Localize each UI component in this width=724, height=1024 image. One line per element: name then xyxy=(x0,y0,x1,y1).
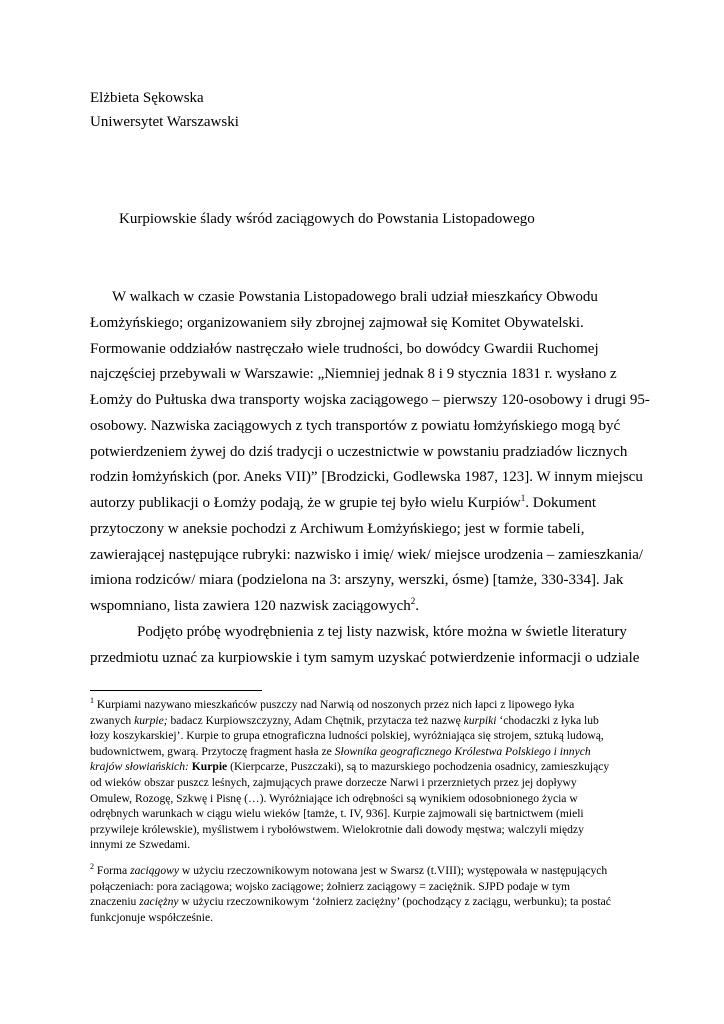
footnote-line xyxy=(90,744,650,760)
body-line: Łomżyńskiego; organizowaniem siły zbrojnej zajmował się Komitet Obywatelski. xyxy=(90,314,584,331)
author-name: Elżbieta Sękowska xyxy=(90,90,204,106)
footnote-line xyxy=(90,759,650,775)
body-text-run: autorzy publikacji o Łomży podają, że w grupie tej było wielu Kurpiów xyxy=(90,495,521,511)
body-line xyxy=(90,594,650,620)
body-line: potwierdzeniem żywej do dziś tradycji o uczestnictwie w powstaniu pradziadów licznych xyxy=(90,443,628,460)
footnote-line xyxy=(90,863,650,879)
footnote-line: funkcjonuje współcześnie. xyxy=(90,910,213,924)
author-affiliation: Uniwersytet Warszawski xyxy=(90,114,239,130)
body-line: W walkach w czasie Powstania Listopadowego brali udział mieszkańcy Obwodu xyxy=(112,289,598,305)
footnote-text: Kurpiami nazywano mieszkańców puszczy nad Narwią od noszonych przez nich łapci z lipowego łyka xyxy=(94,698,575,711)
footnote-mark: 1 xyxy=(90,696,94,706)
body-line: przytoczony w aneksie pochodzi z Archiwum Łomżyńskiego; jest w formie tabeli, xyxy=(90,520,585,537)
body-line xyxy=(90,491,650,517)
author-block xyxy=(90,86,239,134)
footnote-text: (Kierpcarze, Puszczaki), są to mazurskiego pochodzenia osadnicy, zamieszkujący xyxy=(227,760,610,774)
body-text-run: wspomniano, lista zawiera 120 nazwisk zaciągowych xyxy=(90,598,411,614)
footnote-line: łozy koszykarskiej’. Kurpie to grupa etnograficzna ludności polskiej, wyróżniająca się strojem, sztuką ludową, xyxy=(90,729,604,743)
footnote-ref-2[interactable]: 2 xyxy=(410,596,416,606)
article-title: Kurpiowskie ślady wśród zaciągowych do Powstania Listopadowego xyxy=(119,211,535,227)
footnote-line: Omulew, Rozogę, Szkwę i Pisnę (…). Wyróżniające ich odrębności są wynikiem odosobnionego życia w xyxy=(90,791,578,805)
footnote-line: odrębnych warunkach w ciągu wielu wieków [tamże, t. IV, 936]. Kurpie zajmowali się bartnictwem (mieli xyxy=(90,807,584,821)
body-line: Podjęto próbę wyodrębnienia z tej listy nazwisk, które można w świetle literatury xyxy=(137,623,627,640)
body-line: imiona rodziców/ miara (podzielona na 3: arszyny, werszki, ósme) [tamże, 330-334]. Jak xyxy=(90,572,624,589)
footnote-mark: 2 xyxy=(90,862,94,872)
footnote-italic: zaciągowy xyxy=(130,864,180,877)
footnote-line: przywileje królewskie), myślistwem i rybołówstwem. Wielokrotnie dali dowody męstwa; walczyli między xyxy=(90,822,584,836)
footnote-text: ‘chodaczki z łyka lub xyxy=(496,713,599,727)
footnote-text: Forma xyxy=(94,864,131,877)
footnote-text: znaczeniu xyxy=(90,895,140,909)
footnote-italic: zaciężny xyxy=(139,895,179,909)
body-line: Łomży do Pułtuska dwa transporty wojska zaciągowego – pierwszy 120-osobowy i drugi 95- xyxy=(90,392,650,408)
footnote-italic: krajów słowiańskich: xyxy=(90,760,189,774)
footnote-italic: Słownika geograficznego Królestwa Polskiego i innych xyxy=(334,744,591,758)
footnote-bold: Kurpie xyxy=(191,760,228,774)
footnote-line: połączeniach: pora zaciągowa; wojsko zaciągowe; żołnierz zaciągowy = zaciężnik. SJPD podaje w tym xyxy=(90,879,571,893)
footnote-line xyxy=(90,894,650,910)
body-line: przedmiotu uznać za kurpiowskie i tym samym uzyskać potwierdzenie informacji o udziale xyxy=(90,649,640,666)
footnote-line xyxy=(90,697,650,713)
footnote-ref-1[interactable]: 1 xyxy=(520,493,526,503)
footnote-line: od wieków obszar puszcz leśnych, zajmujących prawe dorzecze Narwi i przerznietych przez jej dopływy xyxy=(90,775,577,789)
footnote-italic: kurpie; xyxy=(134,713,168,727)
footnote-line: innymi ze Szwedami. xyxy=(90,838,191,852)
body-line: zawierającej następujące rubryki: nazwisko i imię/ wiek/ miejsce urodzenia – zamieszkania/ xyxy=(90,546,644,563)
body-text-run: . xyxy=(415,598,419,614)
body-line: najczęściej przebywali w Warszawie: „Niemniej jednak 8 i 9 stycznia 1831 r. wysłano z xyxy=(90,366,617,383)
footnote-italic: kurpiki xyxy=(463,713,497,727)
footnote-2 xyxy=(90,863,650,925)
body-line: osobowy. Nazwiska zaciągowych z tych transportów z powiatu łomżyńskiego mogą być xyxy=(90,417,621,434)
footnote-1 xyxy=(90,697,650,853)
body-line: rodzin łomżyńskich (por. Aneks VII)” [Brodzicki, Godlewska 1987, 123]. W innym miejscu xyxy=(90,469,643,486)
footnote-text: zwanych xyxy=(90,713,135,727)
footnote-text: w użyciu rzeczownikowym notowana jest w Swarsz (t.VIII); występowała w następujących xyxy=(179,864,608,877)
body-text xyxy=(90,285,650,671)
footnote-text: w użyciu rzeczownikowym ‘żołnierz zaciężny’ (pochodzący z zaciągu, werbunku); ta postać xyxy=(178,895,611,909)
footnote-line xyxy=(90,713,650,729)
footnote-text: badacz Kurpiowszczyzny, Adam Chętnik, przytacza też nazwę xyxy=(167,713,464,727)
body-line: Formowanie oddziałów nastręczało wiele trudności, bo dowódcy Gwardii Ruchomej xyxy=(90,340,599,357)
body-text-run: . Dokument xyxy=(525,495,597,511)
footnote-separator xyxy=(90,690,262,691)
footnote-text: budownictwem, gwarą. Przytoczę fragment hasła ze xyxy=(90,744,335,758)
